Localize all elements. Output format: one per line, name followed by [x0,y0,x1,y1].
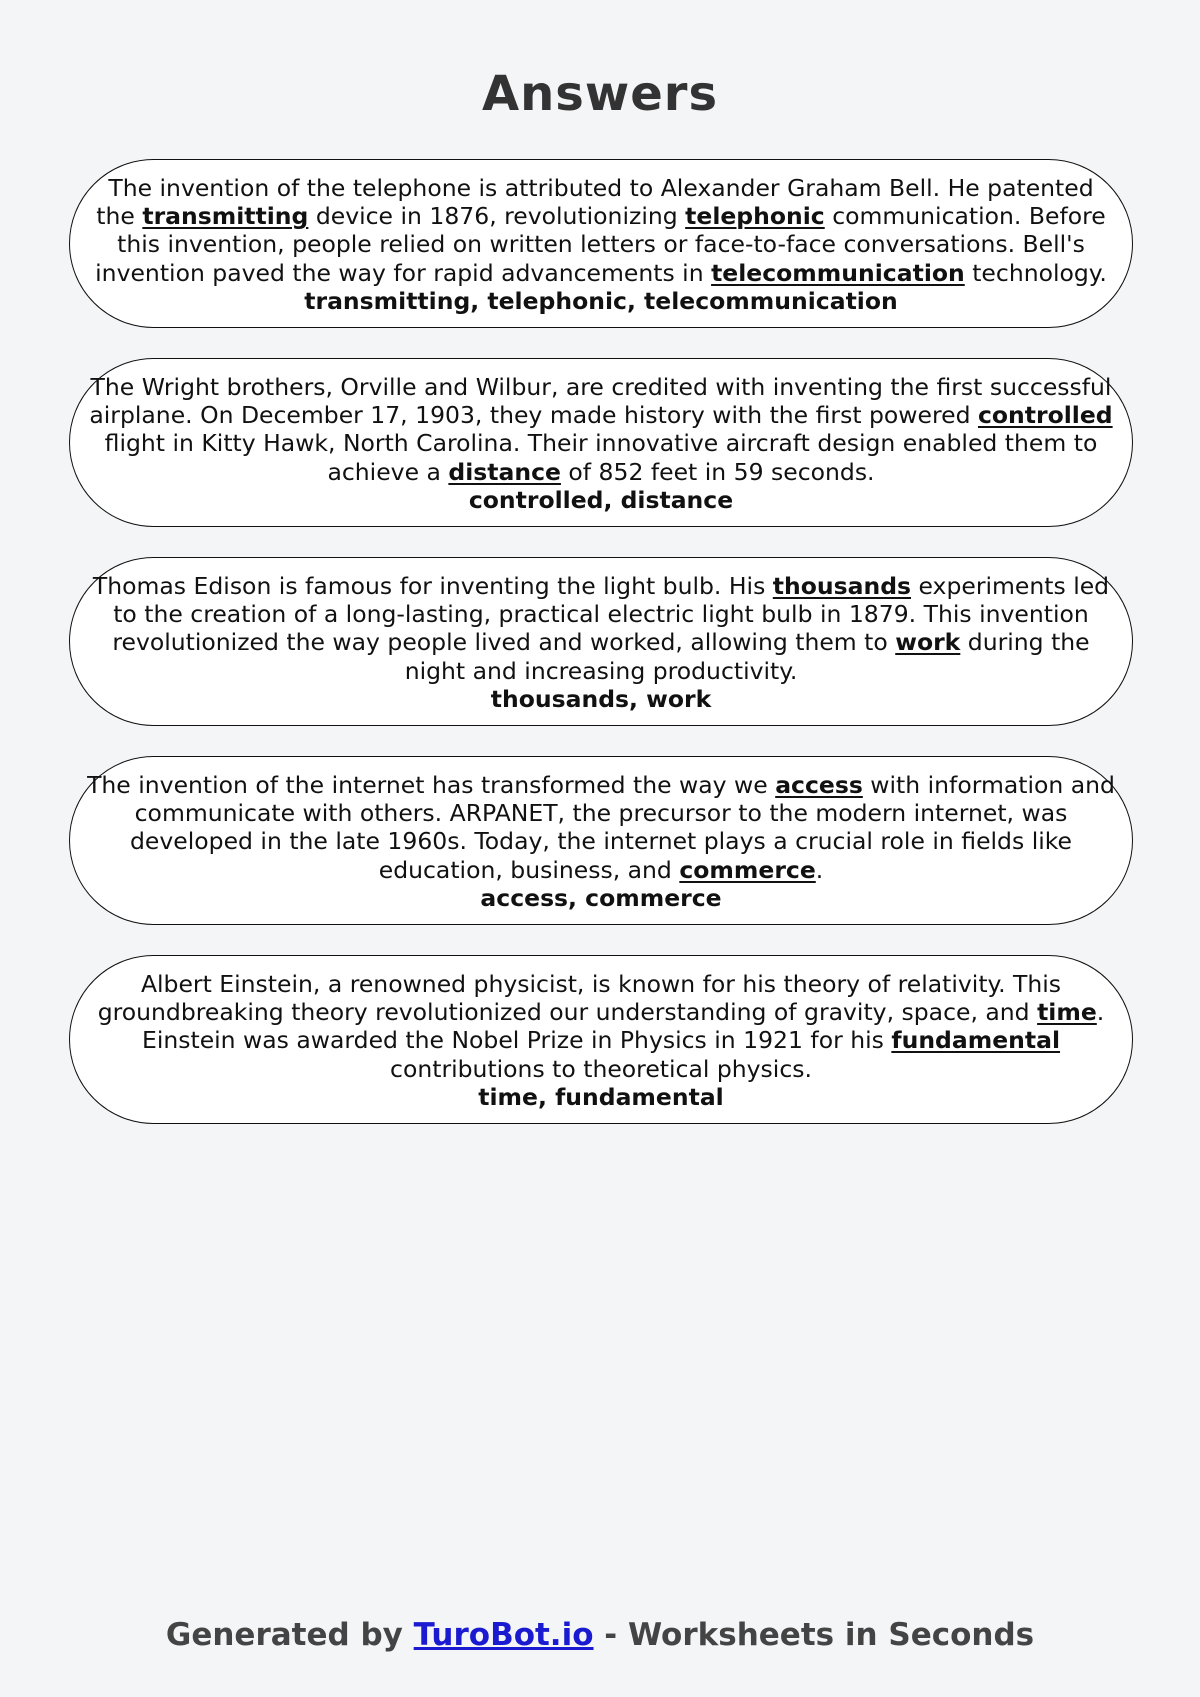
paragraph-text: of 852 feet in 59 seconds. [560,457,875,486]
filled-blank: work [895,628,961,657]
paragraph-text: The invention of the telephone is attributed to Alexander Graham Bell. He patented the [96,174,1094,231]
turobot-link[interactable]: TuroBot.io [413,1617,594,1653]
paragraph-text: Albert Einstein, a renowned physicist, is known for his theory of relativity. This groundbreaking theory revolutionized our understanding of gravity, space, and [97,970,1062,1027]
filled-blank: thousands [772,572,912,601]
footer-prefix: Generated by [165,1617,414,1653]
answer-card [69,159,1133,328]
page-title: Answers [481,66,719,122]
paragraph-text: . Einstein was awarded the Nobel Prize in Physics in 1921 for his [141,998,1105,1055]
paragraph-text: The Wright brothers, Orville and Wilbur, are credited with inventing the first successful airplane. On December 17, 1903, they made history with the first powered [89,373,1112,430]
filled-blank: telephonic [685,202,825,231]
paragraph-text: device in 1876, revolutionizing [308,202,686,231]
paragraph-text: The invention of the internet has transformed the way we [87,771,776,800]
filled-blank: controlled [977,401,1113,430]
answer-key: access, commerce [480,883,722,912]
answer-key: transmitting, telephonic, telecommunication [304,286,898,315]
answer-card [69,557,1133,726]
card-paragraph [86,970,1116,1083]
filled-blank: distance [448,457,561,486]
answer-card [69,358,1133,527]
paragraph-text: flight in Kitty Hawk, North Carolina. Their innovative aircraft design enabled them to achieve a [104,429,1098,486]
filled-blank: time [1037,998,1097,1027]
paragraph-text: contributions to theoretical physics. [390,1054,812,1083]
paragraph-text: technology. [964,258,1107,287]
answer-cards [69,159,1133,1154]
card-paragraph [86,174,1116,287]
answer-card [69,756,1133,925]
paragraph-text: . [815,855,824,884]
answer-key: controlled, distance [468,485,734,514]
card-paragraph [86,572,1116,685]
paragraph-text: during the night and increasing productivity. [404,628,1090,685]
paragraph-text: Thomas Edison is famous for inventing the light bulb. His [92,572,773,601]
paragraph-text: experiments led to the creation of a long-lasting, practical electric light bulb in 1879. This invention revolutionized the way people lived and worked, allowing them to [112,572,1110,657]
card-paragraph [86,373,1116,486]
paragraph-text: with information and communicate with others. ARPANET, the precursor to the modern internet, was developed in the late 1960s. Today, the internet plays a crucial role in fields like education, business, and [130,771,1115,884]
answer-card [69,955,1133,1124]
answer-key: time, fundamental [478,1082,724,1111]
filled-blank: transmitting [142,202,309,231]
answer-key: thousands, work [490,684,712,713]
footer [0,1617,1200,1653]
paragraph-text: communication. Before this invention, people relied on written letters or face-to-face conversations. Bell's invention paved the way for rapid advancements in [95,202,1106,287]
footer-suffix: - Worksheets in Seconds [593,1617,1035,1653]
filled-blank: commerce [679,855,816,884]
filled-blank: access [775,771,863,800]
filled-blank: fundamental [891,1026,1061,1055]
card-paragraph [86,771,1116,884]
filled-blank: telecommunication [711,258,965,287]
